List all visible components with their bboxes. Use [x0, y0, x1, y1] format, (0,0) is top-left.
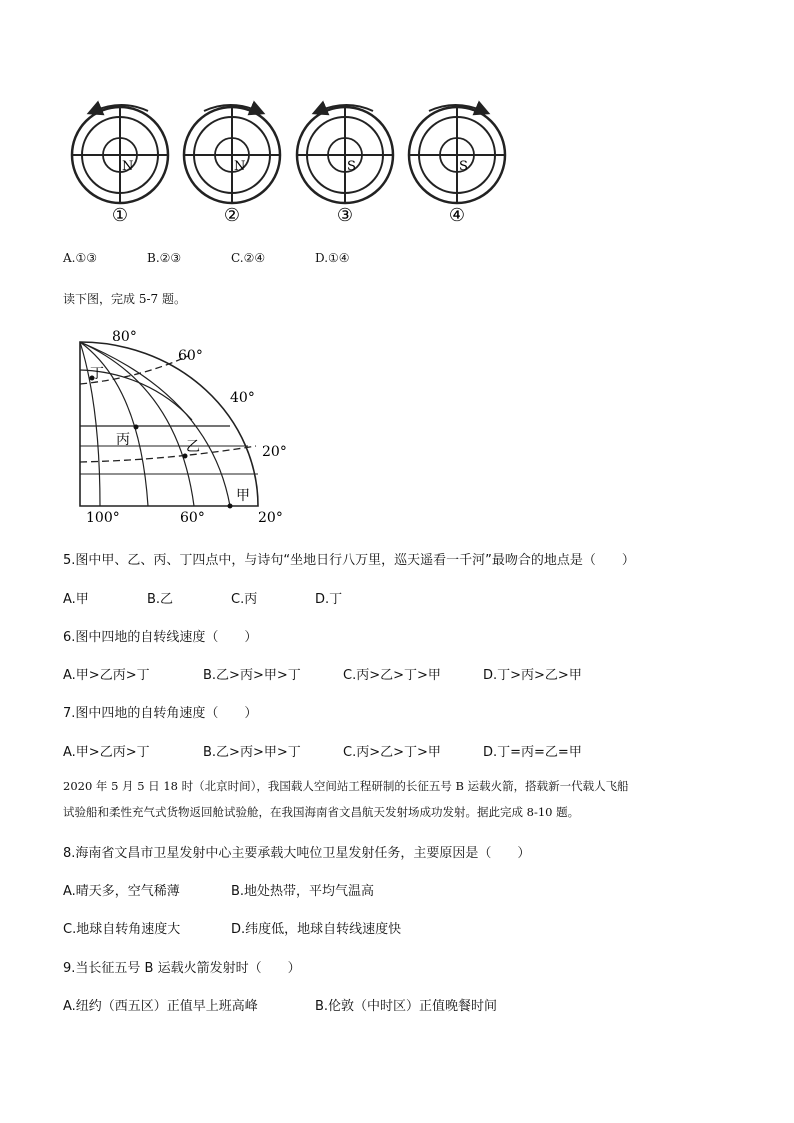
globe-1 — [72, 105, 168, 226]
intro-8-10-line1: 2020 年 5 月 5 日 18 时（北京时间），我国载人空间站工程研制的长征五号 B 运载火箭，搭载新一代载人飞船 — [63, 779, 629, 793]
q7-options — [63, 741, 582, 760]
intro-5-7: 读下图，完成 5-7 题。 — [63, 292, 186, 306]
q5-option-b[interactable]: B.乙 — [147, 592, 174, 607]
lon-label-60: 60° — [180, 510, 205, 526]
lat-label-20: 20° — [262, 444, 287, 460]
pole-label-1: N — [122, 159, 134, 174]
q4-option-d[interactable]: D.①④ — [315, 251, 350, 265]
globe-2 — [184, 105, 280, 226]
graticule-figure — [70, 326, 300, 526]
pole-label-4: S — [459, 159, 468, 174]
q9-options — [63, 995, 497, 1014]
q9-option-a[interactable]: A.纽约（西五区）正值早上班高峰 — [63, 999, 258, 1014]
lat-label-60: 60° — [178, 348, 203, 364]
q8-option-a[interactable]: A.晴天多，空气稀薄 — [63, 884, 180, 899]
q6-option-b[interactable]: B.乙>丙>甲>丁 — [203, 668, 301, 683]
q6-option-c[interactable]: C.丙>乙>丁>甲 — [343, 668, 441, 683]
globe-number-1: ① — [111, 205, 129, 226]
q6-option-d[interactable]: D.丁>丙>乙>甲 — [483, 668, 582, 683]
q5-stem: 5.图中甲、乙、丙、丁四点中，与诗句“坐地日行八万里，巡天遥看一千河”最吻合的地点是（ ） — [63, 553, 635, 568]
q6-options — [63, 664, 582, 683]
lon-label-100: 100° — [86, 510, 120, 526]
lat-label-80: 80° — [112, 329, 137, 345]
q8-option-d[interactable]: D.纬度低，地球自转线速度快 — [231, 922, 402, 937]
globe-3 — [297, 105, 393, 226]
globe-4 — [409, 105, 505, 226]
q8-stem: 8.海南省文昌市卫星发射中心主要承载大吨位卫星发射任务，主要原因是（ ） — [63, 846, 531, 861]
globe-number-4: ④ — [448, 205, 466, 226]
point-ding: 丁 — [90, 366, 104, 382]
q5-option-d[interactable]: D.丁 — [315, 592, 343, 607]
q6-stem: 6.图中四地的自转线速度（ ） — [63, 630, 258, 645]
pole-label-2: N — [234, 159, 246, 174]
q9-stem: 9.当长征五号 B 运载火箭发射时（ ） — [63, 961, 301, 976]
q7-option-b[interactable]: B.乙>丙>甲>丁 — [203, 745, 301, 760]
lat-label-40: 40° — [230, 390, 255, 406]
q8-options-row1 — [63, 880, 374, 899]
q8-options-row2 — [63, 918, 401, 937]
pole-label-3: S — [347, 159, 356, 174]
q8-option-b[interactable]: B.地处热带，平均气温高 — [231, 884, 375, 899]
q5-option-a[interactable]: A.甲 — [63, 592, 89, 607]
lon-label-20: 20° — [258, 510, 283, 526]
q4-option-c[interactable]: C.②④ — [231, 251, 266, 265]
q5-option-c[interactable]: C.丙 — [231, 592, 258, 607]
point-bing: 丙 — [116, 432, 130, 448]
q9-option-b[interactable]: B.伦敦（中时区）正值晚餐时间 — [315, 999, 498, 1014]
q7-option-d[interactable]: D.丁=丙=乙=甲 — [483, 745, 582, 760]
point-jia: 甲 — [236, 488, 250, 504]
intro-8-10-line2: 试验船和柔性充气式货物返回舱试验舱，在我国海南省文昌航天发射场成功发射。据此完成 8-10 题。 — [63, 805, 580, 819]
q7-stem: 7.图中四地的自转角速度（ ） — [63, 706, 258, 721]
q7-option-a[interactable]: A.甲>乙丙>丁 — [63, 745, 150, 760]
q4-option-a[interactable]: A.①③ — [63, 251, 97, 265]
globe-number-3: ③ — [336, 205, 354, 226]
q8-option-c[interactable]: C.地球自转角速度大 — [63, 922, 181, 937]
q4-options — [63, 251, 350, 266]
q5-options — [63, 588, 342, 607]
point-yi: 乙 — [186, 439, 200, 455]
q4-option-b[interactable]: B.②③ — [147, 251, 182, 265]
globe-number-2: ② — [223, 205, 241, 226]
q7-option-c[interactable]: C.丙>乙>丁>甲 — [343, 745, 441, 760]
globe-figure — [70, 97, 520, 227]
q6-option-a[interactable]: A.甲>乙丙>丁 — [63, 668, 150, 683]
